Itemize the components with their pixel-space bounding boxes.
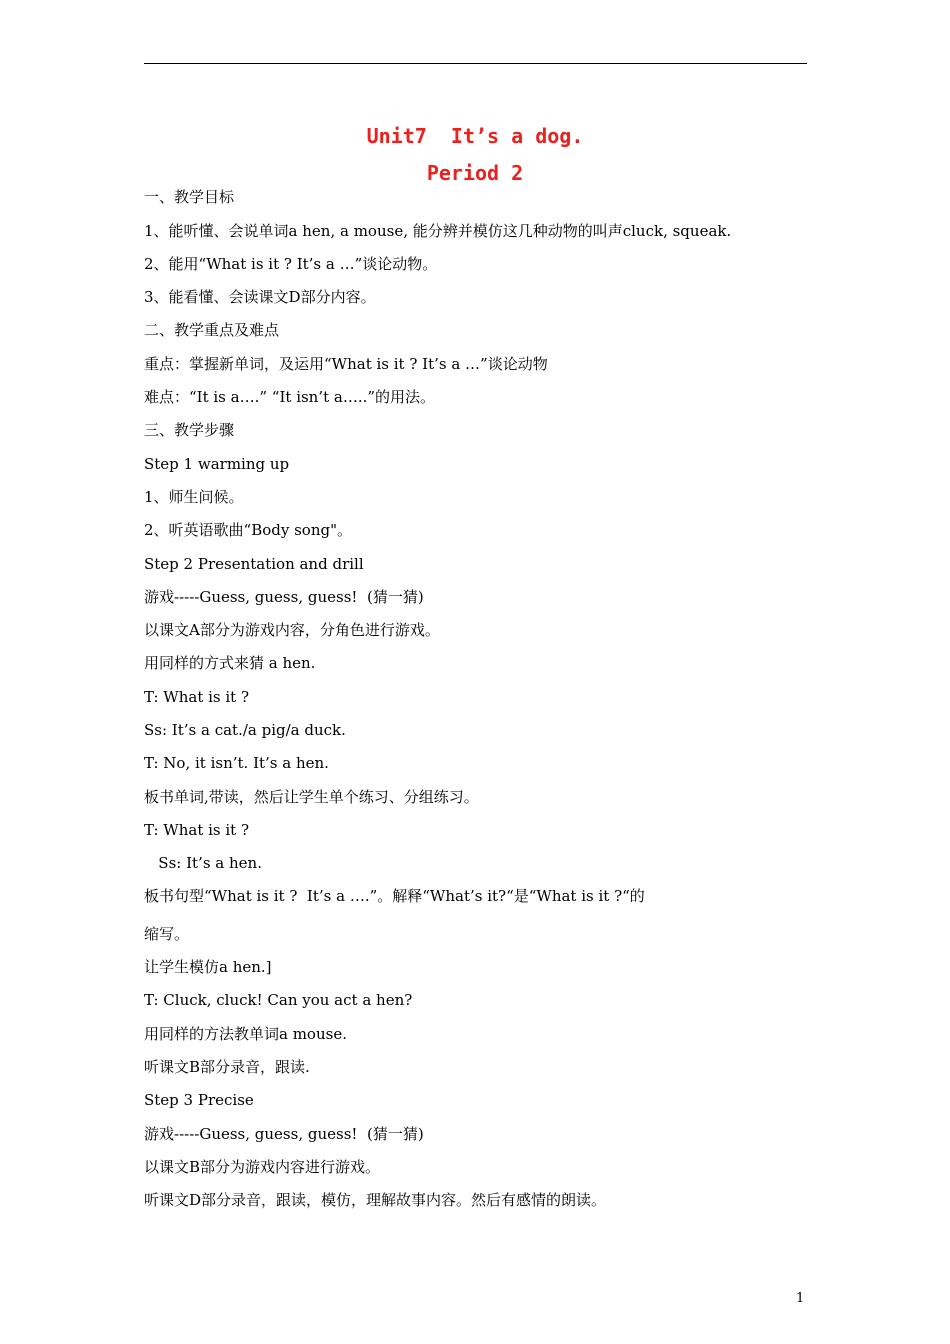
document-subtitle: Period 2: [426, 161, 524, 185]
section-heading-steps: 三、教学步骤: [144, 421, 235, 439]
paragraph-line: 听课文D部分录音，跟读，模仿，理解故事内容。然后有感情的朗读。: [144, 1191, 607, 1209]
header-rule: [144, 63, 807, 64]
paragraph-line: 板书单词,带读，然后让学生单个练习、分组练习。: [144, 788, 479, 806]
objective-item: 3、能看懂、会读课文D部分内容。: [144, 288, 376, 306]
dialogue-line: T: What is it ?: [144, 688, 250, 706]
paragraph-line: 以课文A部分为游戏内容，分角色进行游戏。: [144, 621, 440, 639]
objective-item: 1、能听懂、会说单词a hen, a mouse, 能分辨并模仿这几种动物的叫声cluck, squeak.: [144, 222, 732, 240]
objective-item: 2、能用“What is it ? It’s a …”谈论动物。: [144, 255, 438, 273]
paragraph-line: 游戏-----Guess, guess, guess! (猜一猜): [144, 588, 424, 606]
dialogue-line: Ss: It’s a hen.: [144, 854, 262, 872]
paragraph-line: 板书句型“What is it ? It’s a ….”。解释“What’s it?“是“What is it ?“的: [144, 887, 645, 905]
dialogue-line: Ss: It’s a cat./a pig/a duck.: [144, 721, 346, 739]
paragraph-line: 游戏-----Guess, guess, guess! (猜一猜): [144, 1125, 424, 1143]
dialogue-line: T: Cluck, cluck! Can you act a hen?: [144, 991, 413, 1009]
paragraph-line: 缩写。: [144, 925, 190, 943]
dialogue-line: T: What is it ?: [144, 821, 250, 839]
paragraph-line: 用同样的方式来猜 a hen.: [144, 654, 316, 672]
section-heading-objectives: 一、教学目标: [144, 188, 235, 206]
paragraph-line: 用同样的方法教单词a mouse.: [144, 1025, 347, 1043]
difficult-point: 难点：“It is a….” “It isn’t a…..”的用法。: [144, 388, 436, 406]
paragraph-line: 1、师生问候。: [144, 488, 244, 506]
step-heading: Step 2 Presentation and drill: [144, 555, 364, 573]
dialogue-line: T: No, it isn’t. It’s a hen.: [144, 754, 329, 772]
section-heading-key-points: 二、教学重点及难点: [144, 321, 280, 339]
page-number: 1: [796, 1291, 805, 1306]
step-heading: Step 3 Precise: [144, 1091, 254, 1109]
document-title: Unit7 It’s a dog.: [366, 124, 584, 148]
key-point: 重点：掌握新单词，及运用“What is it ? It’s a …”谈论动物: [144, 355, 548, 373]
paragraph-line: 听课文B部分录音，跟读.: [144, 1058, 310, 1076]
paragraph-line: 2、听英语歌曲“Body song"。: [144, 521, 353, 539]
paragraph-line: 让学生模仿a hen.]: [144, 958, 272, 976]
step-heading: Step 1 warming up: [144, 455, 290, 473]
paragraph-line: 以课文B部分为游戏内容进行游戏。: [144, 1158, 381, 1176]
